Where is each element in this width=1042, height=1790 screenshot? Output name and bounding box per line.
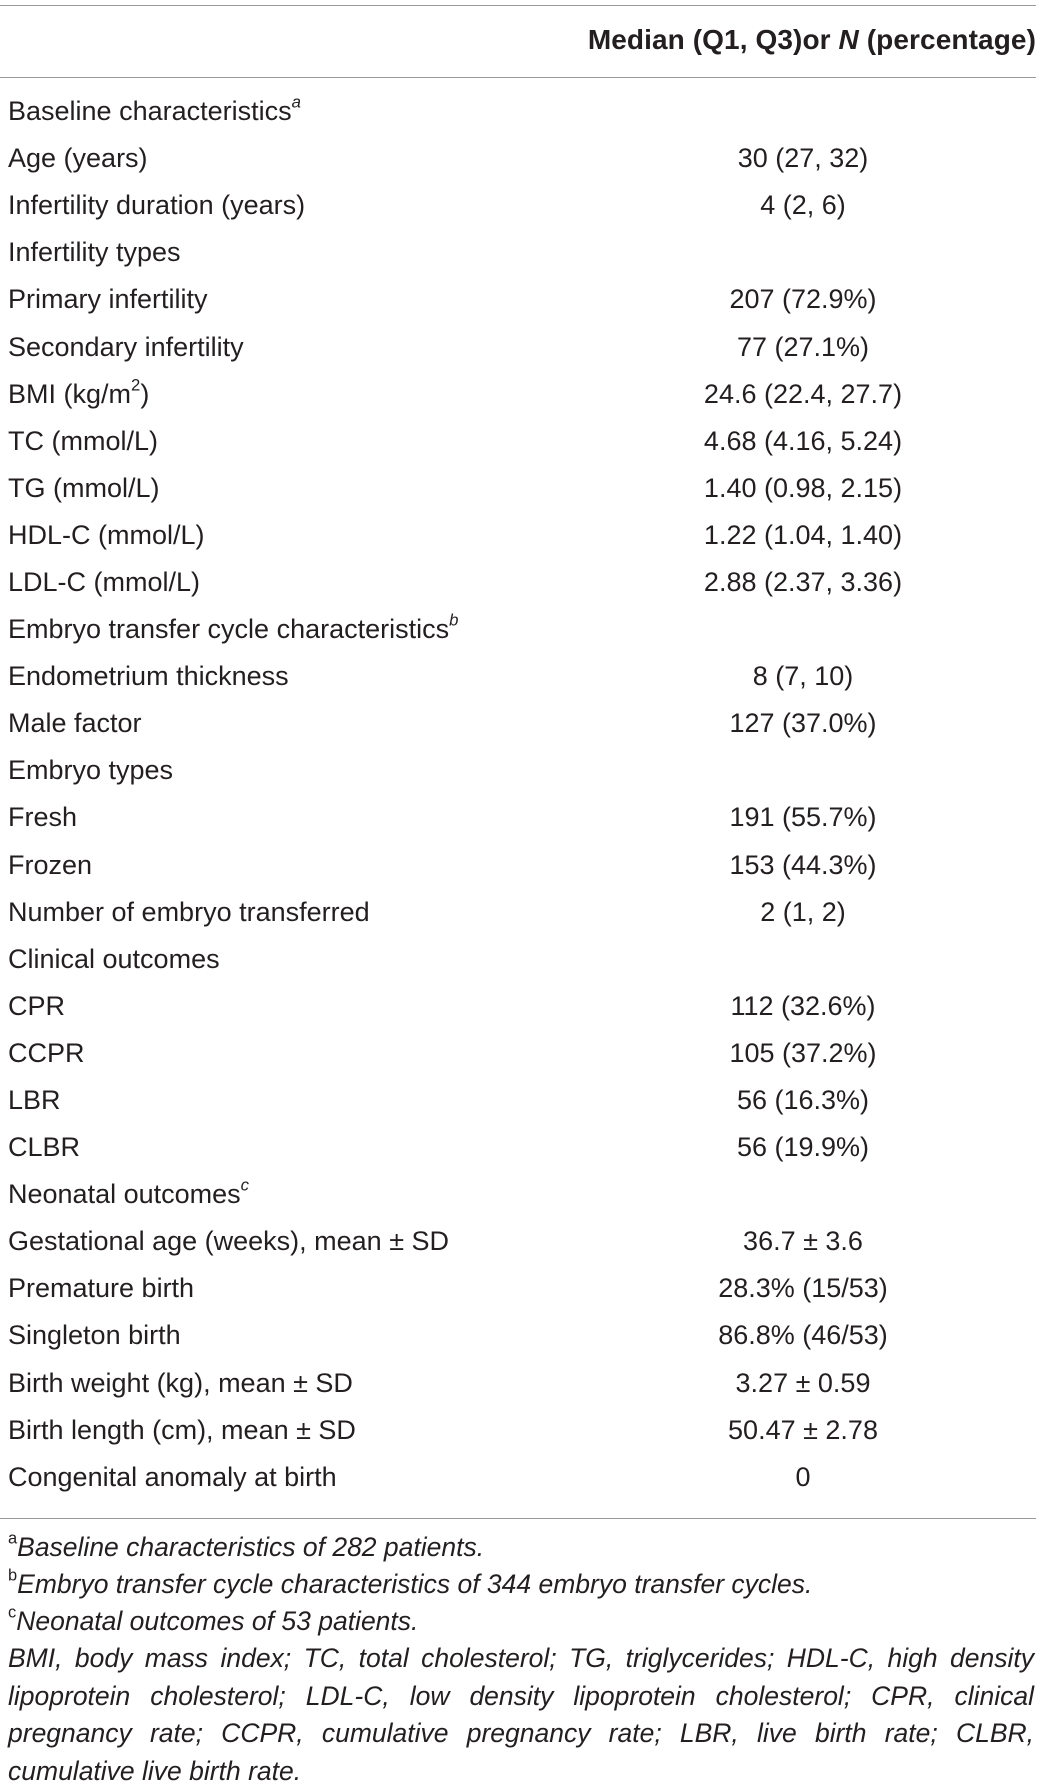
row-value: 2 (1, 2): [760, 896, 846, 927]
table-row: [0, 606, 1036, 653]
table-row: [0, 1360, 1036, 1407]
row-label: [8, 991, 65, 1022]
row-label-text: Infertility duration (years): [8, 190, 306, 221]
row-label: [8, 426, 158, 457]
table-row: [0, 182, 1036, 229]
row-label-text: Embryo transfer cycle characteristics: [8, 614, 450, 645]
table-row: [0, 276, 1036, 323]
footnote-mark: a: [8, 1529, 18, 1548]
row-label-text: Premature birth: [8, 1273, 195, 1304]
row-label: [8, 1368, 353, 1399]
row-value: 24.6 (22.4, 27.7): [703, 378, 903, 409]
header-rule: [0, 77, 1036, 78]
row-label-text: Male factor: [8, 708, 142, 739]
bottom-rule: [0, 1518, 1036, 1519]
table-row: [0, 842, 1036, 889]
table-row: [0, 1030, 1036, 1077]
row-label: [8, 708, 142, 739]
row-value: 4 (2, 6): [760, 190, 846, 221]
row-label-text: Neonatal outcomes: [8, 1179, 241, 1210]
row-value: 191 (55.7%): [729, 802, 877, 833]
table-row: [0, 747, 1036, 794]
row-label: [8, 944, 220, 975]
row-label-text: Infertility types: [8, 237, 181, 268]
row-value: 77 (27.1%): [736, 331, 870, 362]
row-label-text: Singleton birth: [8, 1320, 181, 1351]
row-label-text: Gestational age (weeks), mean ± SD: [8, 1226, 450, 1257]
row-label-text: TC (mmol/L): [8, 425, 158, 456]
row-label-text: Endometrium thickness: [8, 661, 289, 692]
row-label-text: CLBR: [8, 1132, 81, 1163]
row-label: [8, 237, 181, 268]
footnote-text: Baseline characteristics of 282 patients.: [17, 1532, 485, 1562]
row-value: 8 (7, 10): [752, 661, 854, 692]
table-row: [0, 653, 1036, 700]
row-value: 50.47 ± 2.78: [728, 1414, 878, 1445]
row-label: [8, 1226, 449, 1257]
row-label-text: Congenital anomaly at birth: [8, 1461, 337, 1492]
table-row: [0, 465, 1036, 512]
row-value: 105 (37.2%): [729, 1037, 877, 1068]
table-row: [0, 559, 1036, 606]
row-label: [8, 897, 370, 928]
table-row: [0, 135, 1036, 182]
table-row: [0, 1454, 1036, 1501]
row-label-text: LBR: [8, 1085, 61, 1116]
row-label: [8, 92, 301, 127]
row-label: [8, 143, 148, 174]
table-row: [0, 936, 1036, 983]
row-label: [8, 1320, 181, 1351]
row-label-superscript: c: [240, 1175, 250, 1195]
row-value: 2.88 (2.37, 3.36): [703, 566, 903, 597]
row-value: 1.40 (0.98, 2.15): [703, 472, 903, 503]
row-label-text: Frozen: [8, 849, 93, 880]
row-label: [8, 661, 289, 692]
row-value: 112 (32.6%): [730, 990, 876, 1021]
table-row: [0, 1407, 1036, 1454]
table-row: [0, 371, 1036, 418]
top-rule: [0, 5, 1036, 6]
table-row: [0, 794, 1036, 841]
row-value: 1.22 (1.04, 1.40): [703, 519, 903, 550]
table-row: [0, 1171, 1036, 1218]
row-label-text: Age (years): [8, 143, 148, 174]
row-label-text: Embryo types: [8, 755, 174, 786]
footnote-b: [8, 1566, 1034, 1603]
row-label: [8, 1175, 250, 1210]
row-label: [8, 473, 160, 504]
row-value: 56 (19.9%): [736, 1132, 870, 1163]
row-label-text: Birth weight (kg), mean ± SD: [8, 1367, 353, 1398]
row-label-text: HDL-C (mmol/L): [8, 519, 205, 550]
row-value: 4.68 (4.16, 5.24): [703, 425, 903, 456]
row-value: 127 (37.0%): [729, 708, 877, 739]
row-value: 3.27 ± 0.59: [735, 1367, 871, 1398]
footnote-a: [8, 1529, 1034, 1566]
header-text-n: N: [838, 24, 859, 55]
row-label: [8, 1085, 61, 1116]
row-label-superscript: a: [291, 92, 301, 112]
row-label-text: LDL-C (mmol/L): [8, 566, 201, 597]
row-label: [8, 375, 150, 410]
row-label-text: Fresh: [8, 802, 78, 833]
table-row: [0, 889, 1036, 936]
row-label: [8, 802, 77, 833]
row-label-text: Number of embryo transferred: [8, 896, 370, 927]
header-text-part1: Median (Q1, Q3)or: [587, 24, 839, 55]
footnote-mark: c: [8, 1603, 17, 1622]
row-value: 28.3% (15/53): [718, 1273, 888, 1304]
table-footnotes: [8, 1529, 1034, 1790]
row-label: [8, 1462, 337, 1493]
row-label-text: Primary infertility: [8, 284, 208, 315]
table-row: [0, 512, 1036, 559]
row-value: 56 (16.3%): [736, 1085, 870, 1116]
row-label: [8, 567, 200, 598]
table-row: [0, 1077, 1036, 1124]
row-value: 30 (27, 32): [737, 143, 869, 174]
row-label: [8, 850, 92, 881]
row-label: [8, 520, 205, 551]
abbreviations-note: BMI, body mass index; TC, total cholesterol; TG, triglycerides; HDL-C, high density lipoprotein cholesterol; LDL-C, low density lipoprotein cholesterol; CPR, clinical pregnancy rate; CCPR, cumulative pregnancy rate; LBR, live birth rate; CLBR, cumulative live birth rate.: [8, 1643, 1034, 1786]
column-header: [588, 24, 1036, 56]
footnote-text: Embryo transfer cycle characteristics of 344 embryo transfer cycles.: [17, 1569, 813, 1599]
row-label-superscript: b: [449, 610, 459, 630]
table-row: [0, 229, 1036, 276]
row-label-text: TG (mmol/L): [8, 472, 160, 503]
table-row: [0, 983, 1036, 1030]
table-body: [0, 88, 1036, 1501]
row-label-suffix: ): [140, 378, 150, 409]
row-label-text: CCPR: [8, 1037, 85, 1068]
row-label: [8, 1038, 85, 1069]
row-value: 0: [795, 1461, 811, 1492]
row-label-text: Clinical outcomes: [8, 943, 220, 974]
table-row: [0, 1312, 1036, 1359]
row-label-text: BMI (kg/m: [8, 378, 132, 409]
row-label: [8, 755, 173, 786]
row-label: [8, 332, 244, 363]
row-label: [8, 1132, 80, 1163]
table-row: [0, 700, 1036, 747]
row-label: [8, 1415, 356, 1446]
row-label-text: Baseline characteristics: [8, 96, 292, 127]
footnote-c: [8, 1603, 1034, 1640]
table-row: [0, 88, 1036, 135]
row-label-text: CPR: [8, 990, 66, 1021]
row-label: [8, 190, 305, 221]
row-value: 207 (72.9%): [729, 284, 877, 315]
table-row: [0, 1218, 1036, 1265]
footnote-text: Neonatal outcomes of 53 patients.: [16, 1606, 419, 1636]
header-text-part2: (percentage): [858, 24, 1036, 55]
table-row: [0, 1124, 1036, 1171]
footnote-mark: b: [8, 1566, 18, 1585]
row-label: [8, 610, 459, 645]
row-label-superscript: 2: [131, 375, 141, 395]
row-label: [8, 284, 208, 315]
table-row: [0, 323, 1036, 370]
row-label-text: Birth length (cm), mean ± SD: [8, 1414, 356, 1445]
row-value: 86.8% (46/53): [718, 1320, 888, 1351]
row-label-text: Secondary infertility: [8, 331, 244, 362]
table-row: [0, 1265, 1036, 1312]
row-value: 36.7 ± 3.6: [743, 1226, 863, 1257]
row-label: [8, 1273, 194, 1304]
row-value: 153 (44.3%): [729, 849, 877, 880]
table-row: [0, 418, 1036, 465]
